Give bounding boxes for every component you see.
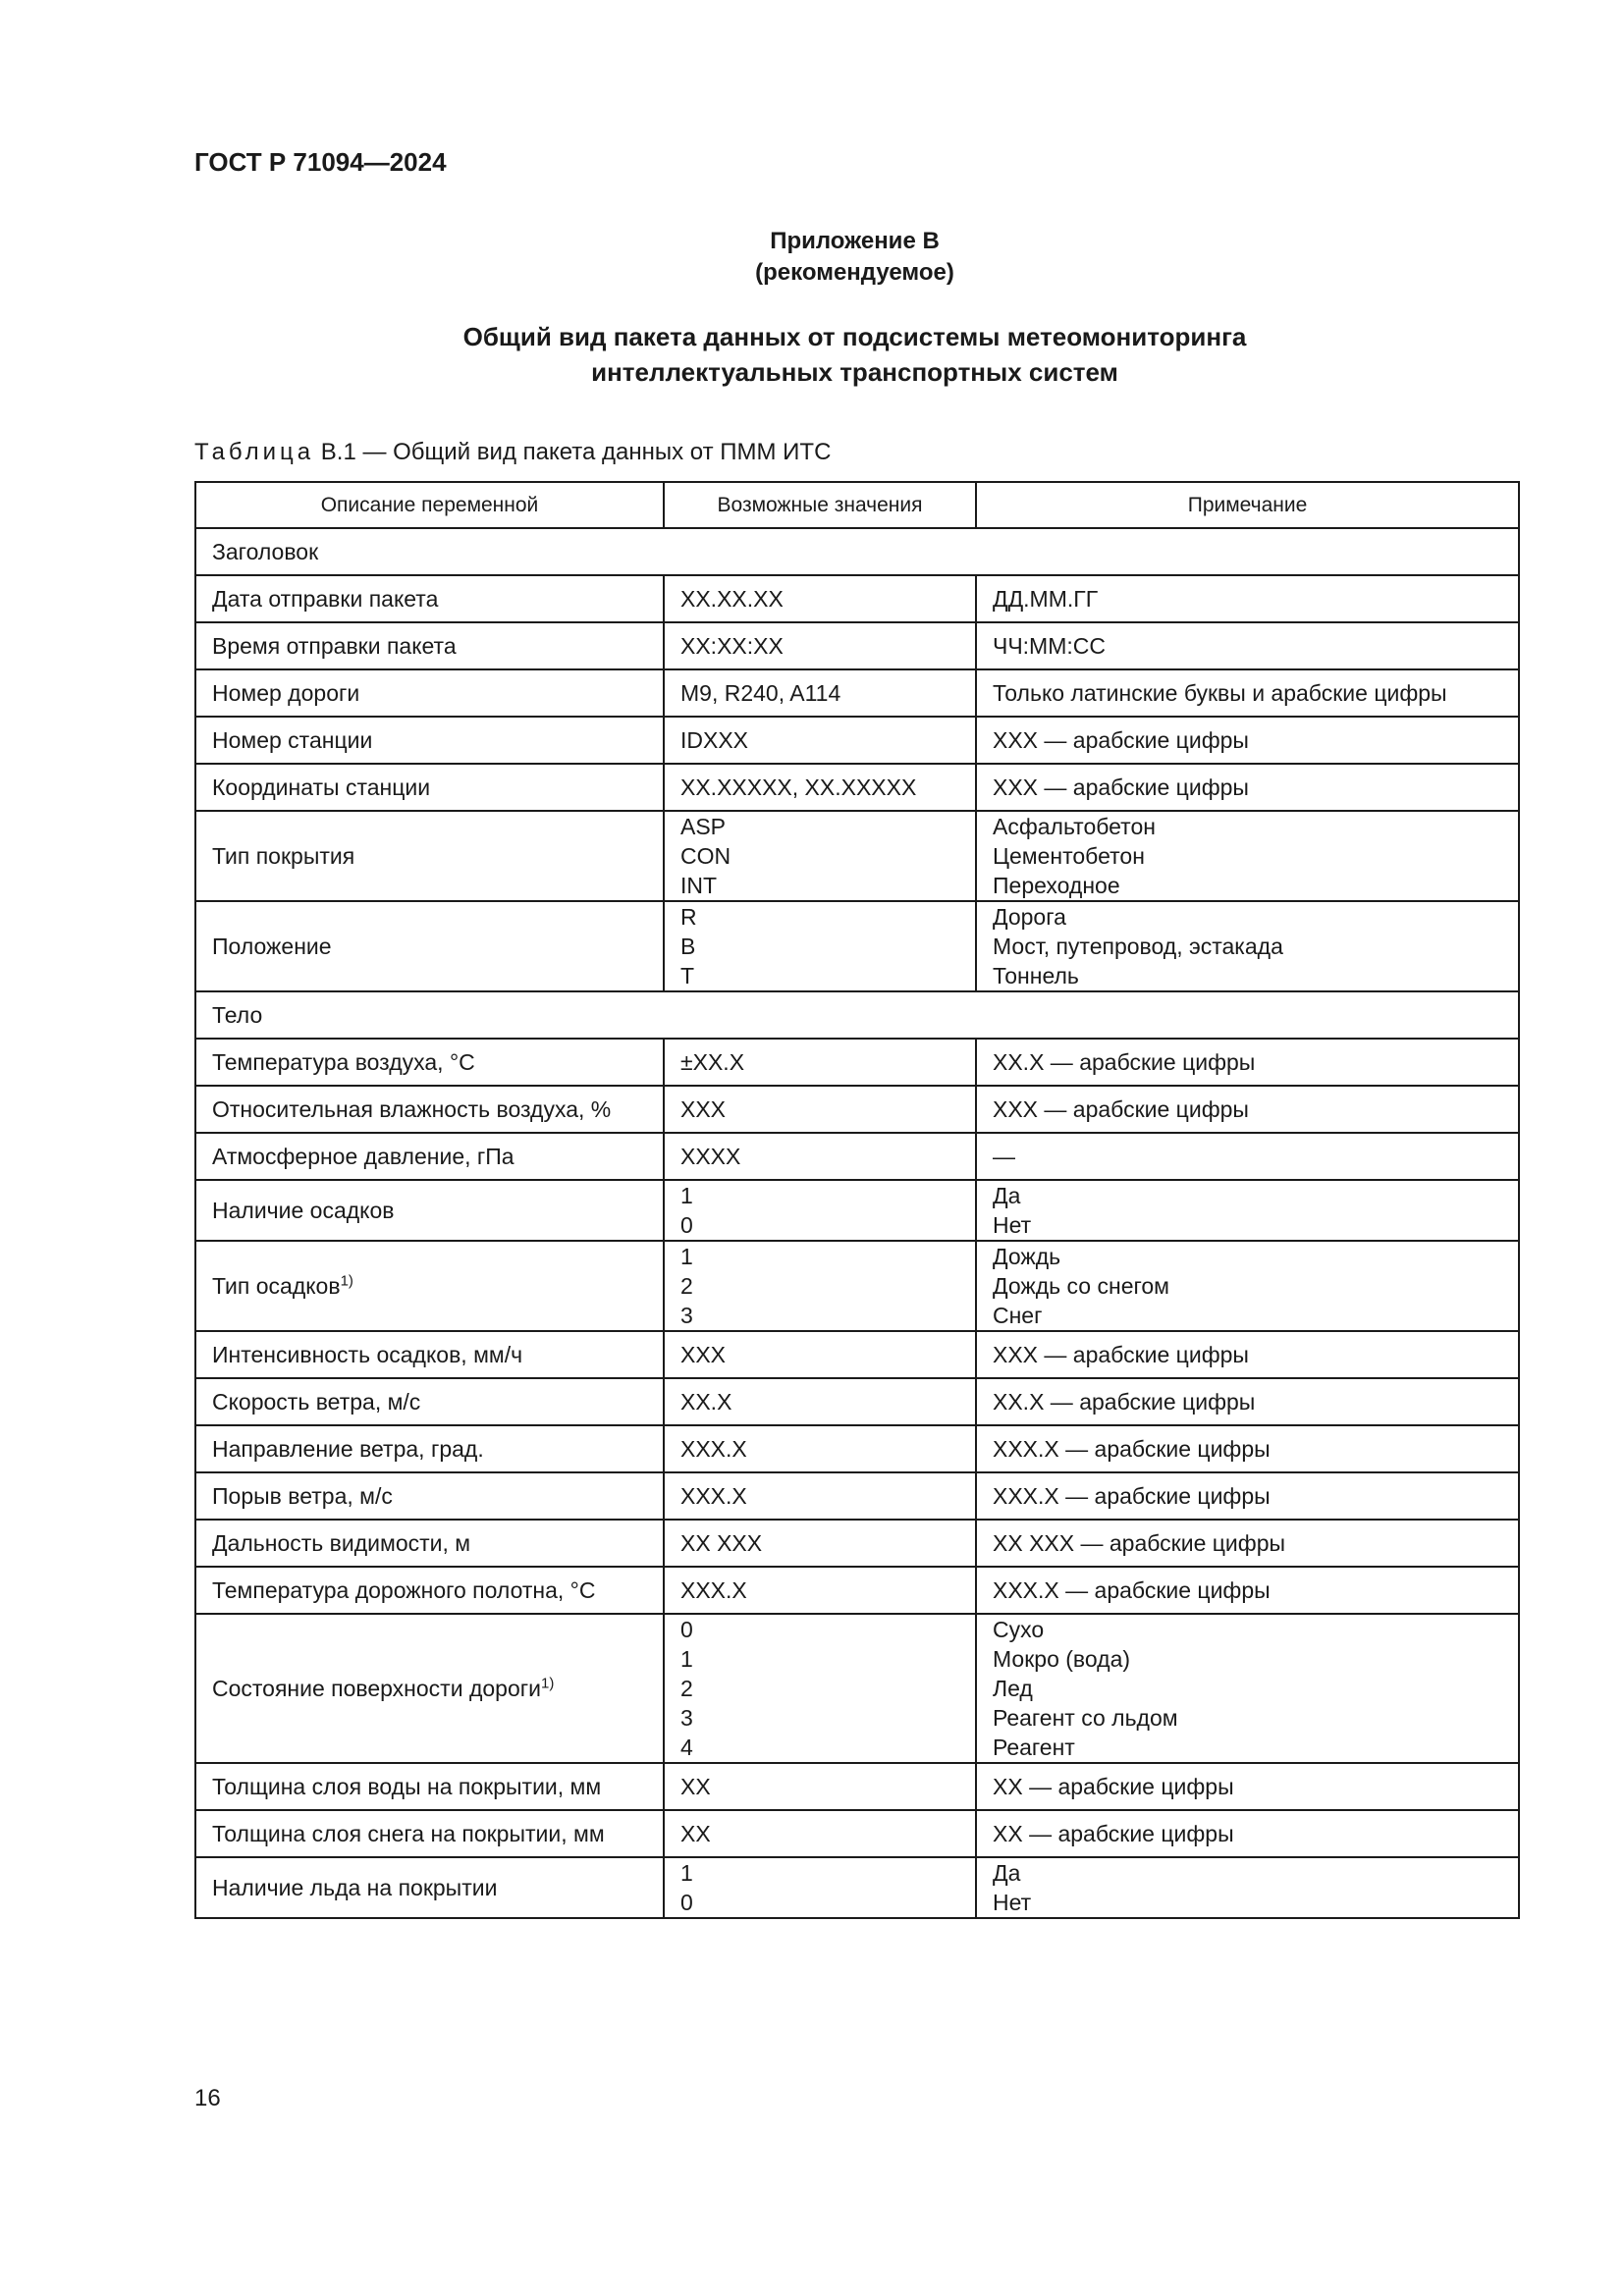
note — [976, 1567, 1519, 1614]
variable-description-text: Номер станции — [212, 727, 373, 753]
note-line: XXX.X — арабские цифры — [993, 1483, 1271, 1509]
note-line: XXX.X — арабские цифры — [993, 1436, 1271, 1462]
variable-description — [195, 1086, 664, 1133]
note-line: Мокро (вода) — [993, 1646, 1131, 1672]
table-caption-label: Таблица — [194, 439, 315, 465]
possible-values-line: 2 — [680, 1273, 693, 1299]
appendix-title: Приложение В — [770, 228, 940, 254]
note — [976, 1180, 1519, 1241]
note-line: Да — [993, 1183, 1021, 1208]
variable-description — [195, 717, 664, 764]
possible-values-line: M9, R240, A114 — [680, 680, 841, 706]
possible-values-line: XX.XX.XX — [680, 586, 784, 612]
note-line: Сухо — [993, 1617, 1045, 1642]
note-line: XX XXX — арабские цифры — [993, 1530, 1286, 1556]
note — [976, 717, 1519, 764]
possible-values — [664, 764, 976, 811]
document-code: ГОСТ Р 71094—2024 — [194, 147, 447, 177]
section-title-line-1: Общий вид пакета данных от подсистемы метеомониторинга — [462, 322, 1247, 351]
table-row — [195, 1614, 1519, 1763]
note — [976, 1039, 1519, 1086]
possible-values-line: 3 — [680, 1303, 693, 1328]
note-line: XX — арабские цифры — [993, 1821, 1234, 1846]
possible-values-line: XXX — [680, 1096, 727, 1122]
possible-values-line: 2 — [680, 1676, 693, 1701]
possible-values-line: XXX — [680, 1342, 727, 1367]
possible-values — [664, 1180, 976, 1241]
table-row — [195, 622, 1519, 669]
variable-description-text: Дата отправки пакета — [212, 586, 439, 612]
note-line: Нет — [993, 1890, 1032, 1915]
variable-description-text: Положение — [212, 934, 332, 959]
possible-values — [664, 1614, 976, 1763]
section-label: Заголовок — [195, 528, 1519, 575]
variable-description — [195, 764, 664, 811]
possible-values-line: 1 — [680, 1244, 693, 1269]
note-line: Цементобетон — [993, 843, 1145, 869]
table-row — [195, 1331, 1519, 1378]
table-row — [195, 1425, 1519, 1472]
note-line: Тоннель — [993, 963, 1079, 988]
note — [976, 1086, 1519, 1133]
variable-description-text: Направление ветра, град. — [212, 1436, 484, 1462]
variable-description-text: Температура дорожного полотна, °С — [212, 1577, 596, 1603]
variable-description-text: Состояние поверхности дороги — [212, 1676, 541, 1701]
possible-values-line: XX.XXXXX, XX.XXXXX — [680, 774, 917, 800]
note-line: Дорога — [993, 904, 1066, 930]
possible-values — [664, 575, 976, 622]
variable-description — [195, 811, 664, 901]
column-header-values: Возможные значения — [664, 482, 976, 528]
note — [976, 1425, 1519, 1472]
note-line: XXX — арабские цифры — [993, 727, 1249, 753]
possible-values — [664, 1133, 976, 1180]
note — [976, 622, 1519, 669]
note — [976, 1472, 1519, 1520]
note — [976, 1763, 1519, 1810]
possible-values — [664, 1331, 976, 1378]
table-row — [195, 1086, 1519, 1133]
possible-values — [664, 811, 976, 901]
note — [976, 1331, 1519, 1378]
note-line: XXX — арабские цифры — [993, 1096, 1249, 1122]
note-line: XX.X — арабские цифры — [993, 1389, 1256, 1415]
section-title-line-2: интеллектуальных транспортных систем — [591, 357, 1118, 387]
note — [976, 1810, 1519, 1857]
note — [976, 1378, 1519, 1425]
note-line: Реагент — [993, 1735, 1075, 1760]
appendix-heading — [194, 226, 1515, 289]
note-line: Снег — [993, 1303, 1043, 1328]
table-row — [195, 669, 1519, 717]
variable-description-text: Время отправки пакета — [212, 633, 457, 659]
variable-description-text: Температура воздуха, °С — [212, 1049, 475, 1075]
possible-values-line: XX.X — [680, 1389, 732, 1415]
possible-values — [664, 1810, 976, 1857]
table-row — [195, 1810, 1519, 1857]
variable-description — [195, 1614, 664, 1763]
possible-values — [664, 1241, 976, 1331]
variable-description — [195, 575, 664, 622]
table-caption-text: В.1 — Общий вид пакета данных от ПММ ИТС — [320, 439, 832, 465]
possible-values-line: 1 — [680, 1860, 693, 1886]
variable-description-text: Интенсивность осадков, мм/ч — [212, 1342, 523, 1367]
note-line: XXX — арабские цифры — [993, 1342, 1249, 1367]
variable-description-text: Наличие осадков — [212, 1198, 395, 1223]
table-row — [195, 1378, 1519, 1425]
variable-description — [195, 1472, 664, 1520]
note — [976, 1133, 1519, 1180]
possible-values-line: T — [680, 963, 695, 988]
note-line: Дождь — [993, 1244, 1061, 1269]
table-row — [195, 1567, 1519, 1614]
note-line: Переходное — [993, 873, 1120, 898]
note — [976, 1520, 1519, 1567]
possible-values — [664, 1567, 976, 1614]
possible-values-line: 1 — [680, 1183, 693, 1208]
variable-description-text: Атмосферное давление, гПа — [212, 1144, 514, 1169]
variable-description — [195, 1241, 664, 1331]
variable-description — [195, 622, 664, 669]
note-line: Да — [993, 1860, 1021, 1886]
variable-description — [195, 1425, 664, 1472]
note-line: — — [993, 1144, 1015, 1169]
possible-values-line: B — [680, 934, 696, 959]
possible-values-line: R — [680, 904, 697, 930]
footnote-marker: 1) — [540, 1675, 555, 1692]
variable-description-text: Толщина слоя снега на покрытии, мм — [212, 1821, 605, 1846]
possible-values — [664, 717, 976, 764]
table-row — [195, 717, 1519, 764]
variable-description-text: Порыв ветра, м/с — [212, 1483, 393, 1509]
note-line: ЧЧ:ММ:СС — [993, 633, 1106, 659]
possible-values — [664, 669, 976, 717]
variable-description — [195, 1180, 664, 1241]
table-row — [195, 575, 1519, 622]
column-header-notes: Примечание — [976, 482, 1519, 528]
note — [976, 1614, 1519, 1763]
table-row — [195, 1763, 1519, 1810]
possible-values — [664, 1039, 976, 1086]
note-line: Только латинские буквы и арабские цифры — [993, 680, 1447, 706]
section-heading — [194, 319, 1515, 390]
table-row — [195, 1520, 1519, 1567]
possible-values — [664, 1857, 976, 1918]
variable-description — [195, 1857, 664, 1918]
possible-values — [664, 1086, 976, 1133]
table-row — [195, 1133, 1519, 1180]
variable-description-text: Тип осадков — [212, 1273, 341, 1299]
possible-values-line: XXXX — [680, 1144, 741, 1169]
possible-values-line: 0 — [680, 1890, 693, 1915]
variable-description-text: Толщина слоя воды на покрытии, мм — [212, 1774, 602, 1799]
note-line: Реагент со льдом — [993, 1705, 1178, 1731]
variable-description — [195, 1567, 664, 1614]
table-row — [195, 1039, 1519, 1086]
variable-description-text: Тип покрытия — [212, 843, 355, 869]
note-line: Дождь со снегом — [993, 1273, 1169, 1299]
data-packet-table — [194, 481, 1520, 1919]
note — [976, 669, 1519, 717]
possible-values-line: 1 — [680, 1646, 693, 1672]
possible-values — [664, 901, 976, 991]
possible-values-line: ASP — [680, 814, 727, 839]
variable-description-text: Скорость ветра, м/с — [212, 1389, 421, 1415]
variable-description — [195, 1520, 664, 1567]
appendix-subtitle: (рекомендуемое) — [755, 259, 954, 286]
table-caption — [194, 439, 831, 466]
possible-values-line: XX:XX:XX — [680, 633, 784, 659]
note — [976, 901, 1519, 991]
table-row — [195, 1857, 1519, 1918]
table-row — [195, 764, 1519, 811]
possible-values-line: XXX.X — [680, 1436, 747, 1462]
possible-values-line: XX — [680, 1821, 711, 1846]
note — [976, 1241, 1519, 1331]
possible-values-line: IDXXX — [680, 727, 749, 753]
table-row — [195, 1472, 1519, 1520]
possible-values-line: XXX.X — [680, 1483, 747, 1509]
variable-description — [195, 669, 664, 717]
possible-values-line: XX XXX — [680, 1530, 763, 1556]
possible-values-line: 3 — [680, 1705, 693, 1731]
possible-values — [664, 1425, 976, 1472]
possible-values — [664, 1472, 976, 1520]
possible-values-line: 4 — [680, 1735, 693, 1760]
variable-description-text: Координаты станции — [212, 774, 431, 800]
note-line: XXX — арабские цифры — [993, 774, 1249, 800]
note-line: XX.X — арабские цифры — [993, 1049, 1256, 1075]
note-line: Лед — [993, 1676, 1033, 1701]
table-section-row — [195, 991, 1519, 1039]
possible-values-line: 0 — [680, 1617, 693, 1642]
table-row — [195, 1241, 1519, 1331]
table-row — [195, 901, 1519, 991]
possible-values — [664, 622, 976, 669]
variable-description — [195, 1763, 664, 1810]
variable-description-text: Номер дороги — [212, 680, 360, 706]
variable-description — [195, 1378, 664, 1425]
footnote-marker: 1) — [340, 1272, 353, 1290]
possible-values-line: XX — [680, 1774, 711, 1799]
variable-description — [195, 901, 664, 991]
possible-values — [664, 1378, 976, 1425]
variable-description — [195, 1039, 664, 1086]
note — [976, 811, 1519, 901]
note-line: XXX.X — арабские цифры — [993, 1577, 1271, 1603]
variable-description-text: Относительная влажность воздуха, % — [212, 1096, 612, 1122]
table-section-row — [195, 528, 1519, 575]
table-header-row — [195, 482, 1519, 528]
possible-values — [664, 1520, 976, 1567]
note — [976, 764, 1519, 811]
column-header-description: Описание переменной — [195, 482, 664, 528]
variable-description — [195, 1331, 664, 1378]
note-line: Мост, путепровод, эстакада — [993, 934, 1283, 959]
possible-values-line: 0 — [680, 1212, 693, 1238]
table-body — [195, 528, 1519, 1918]
table-row — [195, 811, 1519, 901]
variable-description — [195, 1810, 664, 1857]
note-line: XX — арабские цифры — [993, 1774, 1234, 1799]
table-row — [195, 1180, 1519, 1241]
note-line: ДД.ММ.ГГ — [993, 586, 1099, 612]
page-number: 16 — [194, 2085, 221, 2111]
possible-values-line: XXX.X — [680, 1577, 747, 1603]
note-line: Нет — [993, 1212, 1032, 1238]
note — [976, 1857, 1519, 1918]
note — [976, 575, 1519, 622]
variable-description — [195, 1133, 664, 1180]
possible-values-line: CON — [680, 843, 731, 869]
possible-values — [664, 1763, 976, 1810]
variable-description-text: Наличие льда на покрытии — [212, 1875, 498, 1900]
note-line: Асфальтобетон — [993, 814, 1156, 839]
possible-values-line: ±XX.X — [680, 1049, 745, 1075]
variable-description-text: Дальность видимости, м — [212, 1530, 471, 1556]
possible-values-line: INT — [680, 873, 718, 898]
section-label: Тело — [195, 991, 1519, 1039]
